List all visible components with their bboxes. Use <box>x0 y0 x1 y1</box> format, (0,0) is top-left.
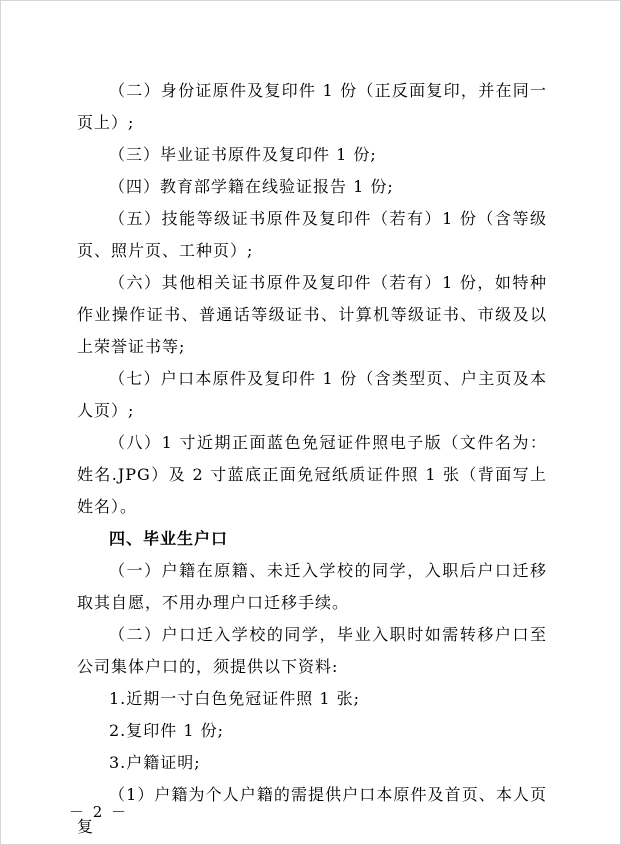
item-skill-certificate: （五）技能等级证书原件及复印件（若有）1 份（含等级页、照片页、工种页）; <box>77 209 547 260</box>
hukou-item-2: （二）户口迁入学校的同学，毕业入职时如需转移户口至公司集体户口的，须提供以下资料: <box>77 625 547 676</box>
item-other-certificates: （六）其他相关证书原件及复印件（若有）1 份，如特种作业操作证书、普通话等级证书、计算机等级证书、市级及以上荣誉证书等; <box>77 273 547 356</box>
item-diploma: （三）毕业证书原件及复印件 1 份; <box>109 145 377 164</box>
item-household-register: （七）户口本原件及复印件 1 份（含类型页、户主页及本人页）; <box>77 369 547 420</box>
item-photo: （八）1 寸近期正面蓝色免冠证件照电子版（文件名为：姓名.JPG）及 2 寸蓝底正面免冠纸质证件照 1 张（背面写上姓名）。 <box>77 433 547 516</box>
document-body <box>77 75 547 843</box>
hukou-item-1: （一）户籍在原籍、未迁入学校的同学，入职后户口迁移取其自愿，不用办理户口迁移手续。 <box>77 561 547 612</box>
material-3-sub-1: （1）户籍为个人户籍的需提供户口本原件及首页、本人页复 <box>77 785 547 836</box>
material-1: 1.近期一寸白色免冠证件照 1 张; <box>109 689 361 708</box>
section-heading-graduate-hukou: 四、毕业生户口 <box>109 529 229 548</box>
page-number: － 2 － <box>69 803 129 821</box>
item-education-report: （四）教育部学籍在线验证报告 1 份; <box>109 177 394 196</box>
material-2: 2.复印件 1 份; <box>109 721 225 740</box>
item-id-card: （二）身份证原件及复印件 1 份（正反面复印，并在同一页上）; <box>77 81 547 132</box>
material-3: 3.户籍证明; <box>109 753 201 772</box>
